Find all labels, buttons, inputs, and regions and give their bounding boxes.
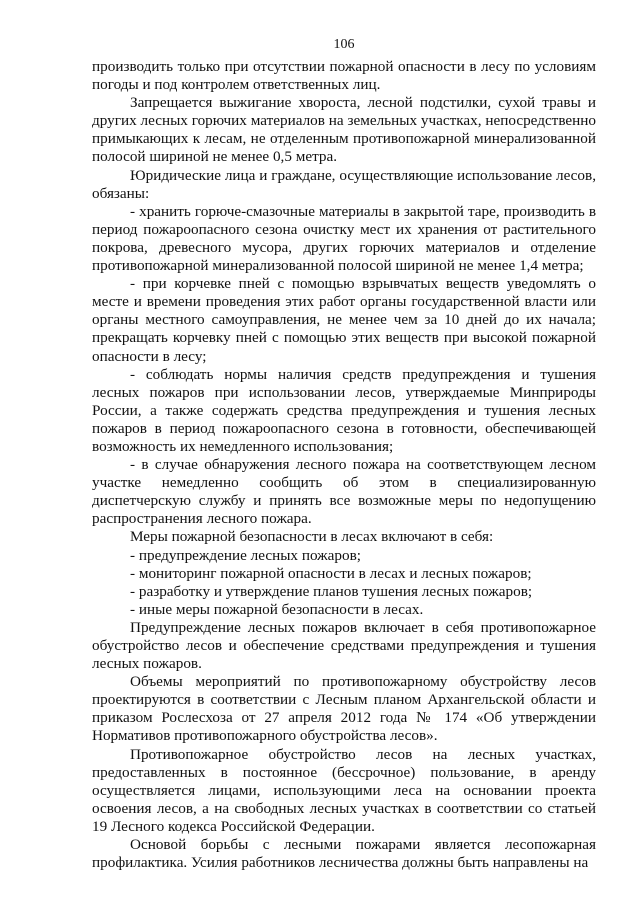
paragraph-obligations-intro: Юридические лица и граждане, осуществляющие использование лесов, обязаны: xyxy=(92,166,596,202)
paragraph-safety-measures-intro: Меры пожарной безопасности в лесах включают в себя: xyxy=(130,528,494,546)
obligation-fire-reporting: - в случае обнаружения лесного пожара на соответствующем лесном участке немедленно сообщить об этом в специализированную диспетчерскую службу и принять все возможные меры по недопущению распространения лесного пожара. xyxy=(92,456,596,528)
obligation-equipment-norms: - соблюдать нормы наличия средств предупреждения и тушения лесных пожаров при использовании лесов, утверждаемые Минприроды России, а также содержать средства предупреждения и тушения лесных пожаров в период пожароопасного сезона в готовности, обеспечивающей возможность их немедленного использования; xyxy=(92,365,596,455)
obligation-stump-removal: - при корчевке пней с помощью взрывчатых веществ уведомлять о месте и времени проведения этих работ органы государственной власти или органы местного самоуправления, не менее чем за 10 дней до их начала; прекращать корчевку пней с помощью этих веществ при высокой пожарной опасности в лесу; xyxy=(92,275,596,365)
document-page xyxy=(92,36,596,872)
page-number: 106 xyxy=(333,37,355,52)
safety-measure-prevention: - предупреждение лесных пожаров; xyxy=(130,546,361,564)
obligation-fuel-storage: - хранить горюче-смазочные материалы в закрытой таре, производить в период пожароопасного сезона очистку мест их хранения от растительного покрова, древесного мусора, других горючих материалов и отделение противопожарной минерализованной полосой шириной не менее 1,4 метра; xyxy=(92,202,596,275)
paragraph-continuation: производить только при отсутствии пожарной опасности в лесу по условиям погоды и под контролем ответственных лиц. xyxy=(92,58,596,94)
paragraph-prophylaxis: Основой борьбы с лесными пожарами является лесопожарная профилактика. Усилия работников лесничества должны быть направлены на xyxy=(92,836,596,872)
safety-measure-plans: - разработку и утверждение планов тушения лесных пожаров; xyxy=(130,582,533,600)
safety-measure-other: - иные меры пожарной безопасности в лесах. xyxy=(130,600,424,618)
paragraph-burning-prohibition: Запрещается выжигание хвороста, лесной подстилки, сухой травы и других лесных горючих материалов на земельных участках, непосредственно примыкающих к лесам, не отделенным противопожарной минерализованной полосой шириной не менее 0,5 метра. xyxy=(92,94,596,166)
safety-measure-monitoring: - мониторинг пожарной опасности в лесах и лесных пожаров; xyxy=(130,564,532,582)
paragraph-leased-plots: Противопожарное обустройство лесов на лесных участках, предоставленных в постоянное (бессрочное) пользование, в аренду осуществляется лицами, использующими леса на основании проекта освоения лесов, а на свободных лесных участках в соответствии со статьей 19 Лесного кодекса Российской Федерации. xyxy=(92,745,596,835)
paragraph-prevention-scope: Предупреждение лесных пожаров включает в себя противопожарное обустройство лесов и обеспечение средствами предупреждения и тушения лесных пожаров. xyxy=(92,618,596,673)
paragraph-volumes: Объемы мероприятий по противопожарному обустройству лесов проектируются в соответствии с Лесным планом Архангельской области и приказом Рослесхоза от 27 апреля 2012 года № 174 «Об утверждении Нормативов противопожарного обустройства лесов». xyxy=(92,673,596,745)
